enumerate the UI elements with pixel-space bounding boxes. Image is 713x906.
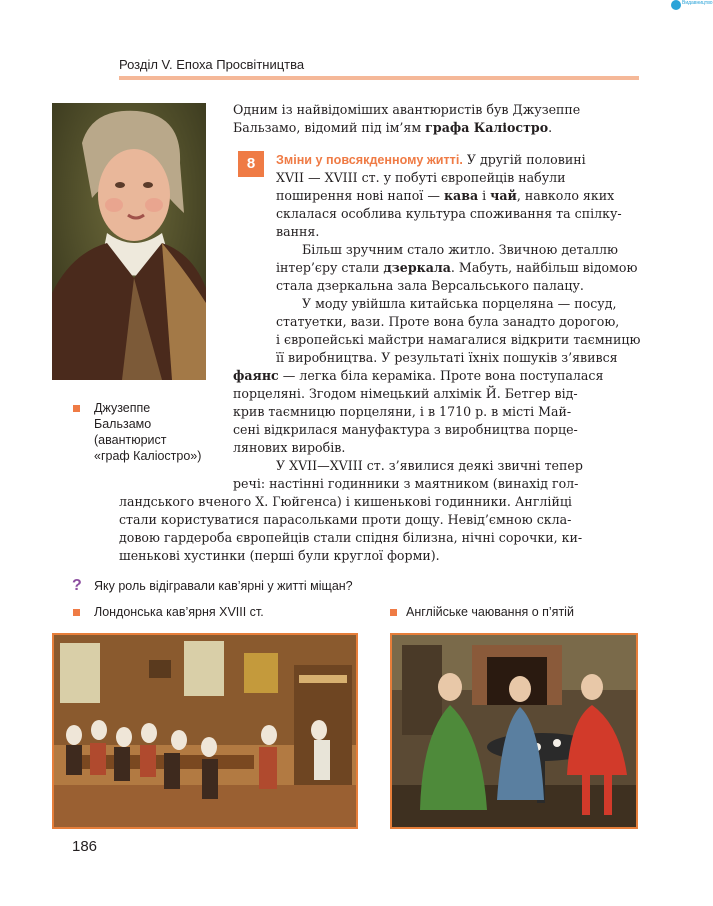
- review-question: Яку роль відігравали кав’ярні у житті міщан?: [94, 579, 353, 593]
- text-line: її виробництва. У результаті їхніх пошуків з’явився: [276, 350, 618, 365]
- text-line: речі: настінні годинники з маятником (винахід гол-: [233, 476, 579, 491]
- london-coffeehouse-image: [52, 633, 358, 829]
- portrait-caption-line: (авантюрист: [94, 433, 167, 447]
- caption-bullet-icon: [73, 405, 80, 412]
- text-line: склалася особлива культура споживання та спілку-: [276, 206, 622, 221]
- text-line: вання.: [276, 224, 320, 239]
- publisher-logo-icon: [671, 0, 681, 10]
- portrait-caption-line: Джузеппе: [94, 401, 151, 415]
- text-line: лянових виробів.: [233, 440, 346, 455]
- english-tea-image: [390, 633, 638, 829]
- term-tea: чай: [490, 188, 517, 203]
- intro-line: Бальзамо, відомий під ім’ям графа Каліостро.: [233, 120, 553, 135]
- portrait-balsamo-image: [52, 103, 206, 380]
- caption-bullet-icon: [390, 609, 397, 616]
- header-rule: [119, 76, 639, 80]
- portrait-caption-line: «граф Каліостро»): [94, 449, 202, 463]
- section-number-badge: 8: [238, 151, 264, 177]
- english-tea-caption: Англійське чаювання о п’ятій: [406, 605, 574, 619]
- text-line: порцеляні. Згодом німецький алхімік Й. Бетгер від-: [233, 386, 578, 401]
- question-mark-icon: ?: [72, 577, 82, 594]
- term-coffee: кава: [443, 188, 479, 203]
- page-number: 186: [72, 838, 98, 855]
- section-heading: Зміни у повсякденному житті.: [276, 153, 463, 167]
- section-title: Розділ V. Епоха Просвітництва: [119, 57, 305, 72]
- text-line: крив таємницю порцеляни, і в 1710 р. в місті Май-: [233, 404, 572, 419]
- text-line: фаянс — легка біла кераміка. Проте вона поступалася: [233, 368, 604, 383]
- text-line: ландського вченого Х. Гюйгенса) і кишенькові годинники. Англійці: [119, 494, 572, 509]
- portrait-caption-line: Бальзамо: [94, 417, 152, 431]
- text-line: довою гардероба європейців стали спідня білизна, нічні сорочки, ки-: [119, 530, 583, 545]
- text-line: У моду увійшла китайська порцеляна — посуд,: [302, 296, 617, 311]
- caption-bullet-icon: [73, 609, 80, 616]
- text-line: шенькові хустинки (перші були круглої форми).: [119, 548, 440, 563]
- term-mirrors: дзеркала: [383, 260, 451, 275]
- text-line: і європейські майстри намагалися відкрити таємницю: [276, 332, 641, 347]
- text-line: Більш зручним стало житло. Звичною деталлю: [302, 242, 618, 257]
- text-line: стала дзеркальна зала Версальського палацу.: [276, 278, 584, 293]
- publisher-logo-text: Видавництво: [682, 0, 713, 6]
- text-line: інтер’єру стали дзеркала. Мабуть, найбільш відомою: [276, 260, 638, 275]
- london-coffeehouse-caption: Лондонська кав’ярня XVIII ст.: [94, 605, 264, 619]
- text-line: поширення нові напої — кава і чай, навколо яких: [276, 188, 615, 203]
- section-heading-line: Зміни у повсякденному житті. У другій половині: [276, 152, 586, 167]
- text-line: стали користуватися парасольками проти дощу. Невід’ємною скла-: [119, 512, 572, 527]
- term-cagliostro: графа Каліостро: [425, 120, 549, 135]
- text-line: XVII — XVIII ст. у побуті європейців набули: [276, 170, 566, 185]
- intro-line: Одним із найвідоміших авантюристів був Джузеппе: [233, 102, 581, 117]
- text-line: статуетки, вази. Проте вона була занадто дорогою,: [276, 314, 620, 329]
- text-line: У XVII—XVIII ст. з’явилися деякі звичні тепер: [276, 458, 583, 473]
- term-faience: фаянс: [233, 368, 279, 383]
- text-line: сені відкрилася мануфактура з виробництва порце-: [233, 422, 578, 437]
